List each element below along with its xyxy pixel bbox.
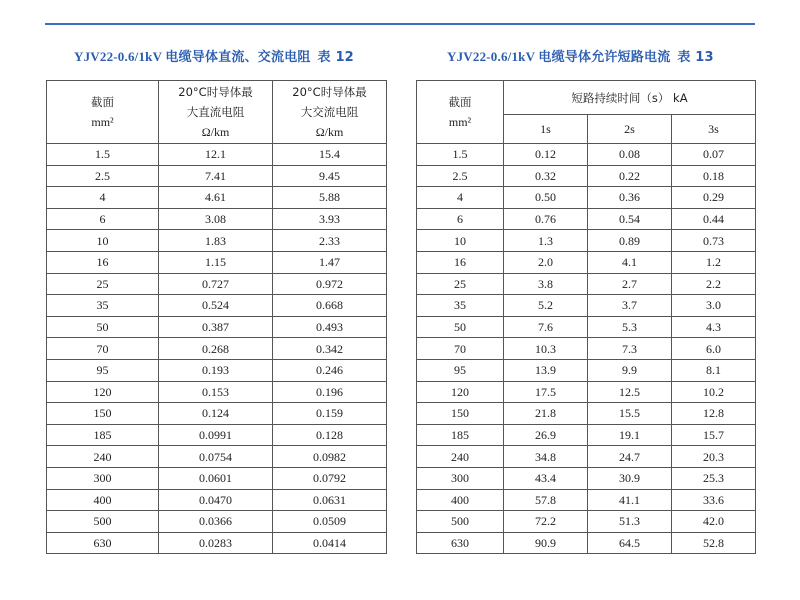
ac-resistance-cell: 0.972 bbox=[273, 273, 387, 295]
table-row bbox=[47, 446, 387, 468]
table-row bbox=[417, 187, 756, 209]
current-3s-cell: 0.73 bbox=[672, 230, 756, 252]
table-row bbox=[47, 316, 387, 338]
col-2s-header: 2s bbox=[588, 115, 672, 144]
current-1s-cell: 0.76 bbox=[504, 208, 588, 230]
table-row bbox=[417, 403, 756, 425]
dc-resistance-cell: 12.1 bbox=[159, 144, 273, 166]
current-3s-cell: 0.29 bbox=[672, 187, 756, 209]
dc-resistance-cell: 7.41 bbox=[159, 165, 273, 187]
ac-resistance-cell: 0.0509 bbox=[273, 511, 387, 533]
table-row bbox=[47, 187, 387, 209]
resistance-table bbox=[46, 80, 387, 554]
ac-resistance-cell: 0.0792 bbox=[273, 467, 387, 489]
ac-header-line2: 大交流电阻 bbox=[300, 105, 359, 119]
table12-title-label: 表 12 bbox=[317, 50, 354, 65]
area-cell: 50 bbox=[47, 316, 159, 338]
dc-header-line1: 20°C时导体最 bbox=[178, 85, 253, 99]
table-row bbox=[47, 511, 387, 533]
ac-resistance-cell: 15.4 bbox=[273, 144, 387, 166]
area-cell: 2.5 bbox=[47, 165, 159, 187]
area-cell: 4 bbox=[47, 187, 159, 209]
current-3s-cell: 10.2 bbox=[672, 381, 756, 403]
area-cell: 35 bbox=[47, 295, 159, 317]
area-cell: 185 bbox=[47, 424, 159, 446]
area-header-unit: mm² bbox=[91, 115, 114, 129]
dc-resistance-cell: 0.387 bbox=[159, 316, 273, 338]
table-row bbox=[417, 165, 756, 187]
current-1s-cell: 0.50 bbox=[504, 187, 588, 209]
table-row bbox=[47, 424, 387, 446]
table-row bbox=[47, 208, 387, 230]
ac-resistance-cell: 5.88 bbox=[273, 187, 387, 209]
area-cell: 120 bbox=[47, 381, 159, 403]
dc-header-line2: 大直流电阻 bbox=[186, 105, 245, 119]
table13-title-cn: 电缆导体允许短路电流 bbox=[538, 50, 671, 65]
current-1s-cell: 57.8 bbox=[504, 489, 588, 511]
dc-resistance-cell: 0.0283 bbox=[159, 532, 273, 554]
current-1s-cell: 72.2 bbox=[504, 511, 588, 533]
area-cell: 1.5 bbox=[47, 144, 159, 166]
table-row bbox=[47, 359, 387, 381]
current-1s-cell: 3.8 bbox=[504, 273, 588, 295]
current-3s-cell: 4.3 bbox=[672, 316, 756, 338]
dc-resistance-cell: 0.524 bbox=[159, 295, 273, 317]
short-circuit-table bbox=[416, 80, 756, 554]
duration-group-header bbox=[504, 81, 756, 115]
current-3s-cell: 3.0 bbox=[672, 295, 756, 317]
table-row bbox=[417, 230, 756, 252]
table12-title-en: YJV22-0.6/1kV bbox=[74, 49, 162, 64]
area-header bbox=[47, 81, 159, 144]
dc-resistance-cell: 0.153 bbox=[159, 381, 273, 403]
ac-resistance-cell: 0.0414 bbox=[273, 532, 387, 554]
area-header-label: 截面 bbox=[91, 95, 114, 109]
table-row bbox=[47, 144, 387, 166]
area-cell: 120 bbox=[417, 381, 504, 403]
area-cell: 95 bbox=[47, 359, 159, 381]
table-row bbox=[417, 338, 756, 360]
current-2s-cell: 4.1 bbox=[588, 251, 672, 273]
current-1s-cell: 0.12 bbox=[504, 144, 588, 166]
ac-resistance-cell: 0.128 bbox=[273, 424, 387, 446]
current-2s-cell: 0.36 bbox=[588, 187, 672, 209]
area-cell: 400 bbox=[417, 489, 504, 511]
area-header-unit: mm² bbox=[448, 115, 472, 129]
current-3s-cell: 0.18 bbox=[672, 165, 756, 187]
area-cell: 35 bbox=[417, 295, 504, 317]
dc-resistance-cell: 4.61 bbox=[159, 187, 273, 209]
ac-resistance-cell: 1.47 bbox=[273, 251, 387, 273]
table12-title-cn: 电缆导体直流、交流电阻 bbox=[165, 50, 311, 65]
area-cell: 240 bbox=[47, 446, 159, 468]
table-row bbox=[47, 403, 387, 425]
area-cell: 500 bbox=[47, 511, 159, 533]
current-3s-cell: 15.7 bbox=[672, 424, 756, 446]
table13-title-label: 表 13 bbox=[677, 50, 714, 65]
area-cell: 70 bbox=[417, 338, 504, 360]
current-2s-cell: 64.5 bbox=[588, 532, 672, 554]
area-cell: 630 bbox=[47, 532, 159, 554]
area-cell: 50 bbox=[417, 316, 504, 338]
dc-resistance-cell: 1.83 bbox=[159, 230, 273, 252]
table-row bbox=[47, 230, 387, 252]
area-header bbox=[417, 81, 504, 144]
table-row bbox=[417, 424, 756, 446]
current-2s-cell: 0.22 bbox=[588, 165, 672, 187]
area-cell: 16 bbox=[417, 251, 504, 273]
area-cell: 25 bbox=[417, 273, 504, 295]
current-2s-cell: 24.7 bbox=[588, 446, 672, 468]
current-2s-cell: 2.7 bbox=[588, 273, 672, 295]
current-1s-cell: 26.9 bbox=[504, 424, 588, 446]
area-cell: 240 bbox=[417, 446, 504, 468]
current-3s-cell: 25.3 bbox=[672, 467, 756, 489]
area-cell: 95 bbox=[417, 359, 504, 381]
area-cell: 10 bbox=[417, 230, 504, 252]
ac-resistance-header bbox=[273, 81, 387, 144]
area-cell: 25 bbox=[47, 273, 159, 295]
current-3s-cell: 0.07 bbox=[672, 144, 756, 166]
table-row bbox=[417, 381, 756, 403]
area-cell: 6 bbox=[417, 208, 504, 230]
area-cell: 70 bbox=[47, 338, 159, 360]
ac-resistance-cell: 0.493 bbox=[273, 316, 387, 338]
dc-resistance-cell: 0.727 bbox=[159, 273, 273, 295]
dc-header-unit: Ω/km bbox=[201, 125, 230, 139]
area-cell: 10 bbox=[47, 230, 159, 252]
current-3s-cell: 33.6 bbox=[672, 489, 756, 511]
ac-resistance-cell: 0.196 bbox=[273, 381, 387, 403]
dc-resistance-cell: 3.08 bbox=[159, 208, 273, 230]
ac-resistance-cell: 9.45 bbox=[273, 165, 387, 187]
ac-header-line1: 20°C时导体最 bbox=[292, 85, 367, 99]
current-3s-cell: 2.2 bbox=[672, 273, 756, 295]
area-cell: 2.5 bbox=[417, 165, 504, 187]
current-1s-cell: 17.5 bbox=[504, 381, 588, 403]
dc-resistance-cell: 0.0754 bbox=[159, 446, 273, 468]
table-row bbox=[47, 251, 387, 273]
ac-resistance-cell: 3.93 bbox=[273, 208, 387, 230]
ac-resistance-cell: 0.0631 bbox=[273, 489, 387, 511]
table-row bbox=[417, 316, 756, 338]
area-header-label: 截面 bbox=[448, 95, 472, 109]
table-row bbox=[417, 208, 756, 230]
area-cell: 150 bbox=[47, 403, 159, 425]
current-2s-cell: 5.3 bbox=[588, 316, 672, 338]
duration-group-label: 短路持续时间（s） kA bbox=[571, 90, 688, 105]
dc-resistance-cell: 0.0991 bbox=[159, 424, 273, 446]
current-1s-cell: 13.9 bbox=[504, 359, 588, 381]
resistance-table-body bbox=[47, 144, 387, 554]
table13-title-en: YJV22-0.6/1kV bbox=[447, 49, 535, 64]
ac-resistance-cell: 0.668 bbox=[273, 295, 387, 317]
current-1s-cell: 1.3 bbox=[504, 230, 588, 252]
ac-resistance-cell: 0.0982 bbox=[273, 446, 387, 468]
current-2s-cell: 19.1 bbox=[588, 424, 672, 446]
table13-title bbox=[447, 46, 714, 65]
table-row bbox=[417, 511, 756, 533]
table-row bbox=[47, 381, 387, 403]
current-2s-cell: 41.1 bbox=[588, 489, 672, 511]
dc-resistance-cell: 0.268 bbox=[159, 338, 273, 360]
current-3s-cell: 6.0 bbox=[672, 338, 756, 360]
area-cell: 500 bbox=[417, 511, 504, 533]
area-cell: 300 bbox=[417, 467, 504, 489]
area-cell: 4 bbox=[417, 187, 504, 209]
dc-resistance-header bbox=[159, 81, 273, 144]
ac-resistance-cell: 0.246 bbox=[273, 359, 387, 381]
current-3s-cell: 8.1 bbox=[672, 359, 756, 381]
area-cell: 16 bbox=[47, 251, 159, 273]
table-row bbox=[417, 446, 756, 468]
current-2s-cell: 7.3 bbox=[588, 338, 672, 360]
current-1s-cell: 0.32 bbox=[504, 165, 588, 187]
current-3s-cell: 0.44 bbox=[672, 208, 756, 230]
area-cell: 630 bbox=[417, 532, 504, 554]
table-row bbox=[47, 532, 387, 554]
current-1s-cell: 43.4 bbox=[504, 467, 588, 489]
table-row bbox=[417, 532, 756, 554]
current-2s-cell: 0.08 bbox=[588, 144, 672, 166]
table-row bbox=[417, 359, 756, 381]
table12-title bbox=[74, 46, 354, 65]
current-1s-cell: 2.0 bbox=[504, 251, 588, 273]
current-3s-cell: 52.8 bbox=[672, 532, 756, 554]
dc-resistance-cell: 0.0601 bbox=[159, 467, 273, 489]
ac-resistance-cell: 0.342 bbox=[273, 338, 387, 360]
ac-header-unit: Ω/km bbox=[315, 125, 344, 139]
area-cell: 185 bbox=[417, 424, 504, 446]
current-2s-cell: 51.3 bbox=[588, 511, 672, 533]
current-1s-cell: 21.8 bbox=[504, 403, 588, 425]
current-2s-cell: 0.54 bbox=[588, 208, 672, 230]
table-row bbox=[47, 273, 387, 295]
ac-resistance-cell: 0.159 bbox=[273, 403, 387, 425]
table-row bbox=[417, 295, 756, 317]
table-row bbox=[417, 273, 756, 295]
current-2s-cell: 9.9 bbox=[588, 359, 672, 381]
table-row bbox=[417, 251, 756, 273]
table-row bbox=[47, 338, 387, 360]
area-cell: 400 bbox=[47, 489, 159, 511]
current-3s-cell: 42.0 bbox=[672, 511, 756, 533]
dc-resistance-cell: 0.0470 bbox=[159, 489, 273, 511]
current-1s-cell: 90.9 bbox=[504, 532, 588, 554]
current-2s-cell: 30.9 bbox=[588, 467, 672, 489]
table-row bbox=[47, 295, 387, 317]
current-1s-cell: 5.2 bbox=[504, 295, 588, 317]
area-cell: 150 bbox=[417, 403, 504, 425]
table-row bbox=[417, 489, 756, 511]
current-3s-cell: 20.3 bbox=[672, 446, 756, 468]
current-1s-cell: 7.6 bbox=[504, 316, 588, 338]
current-2s-cell: 15.5 bbox=[588, 403, 672, 425]
top-divider bbox=[45, 23, 755, 25]
current-2s-cell: 3.7 bbox=[588, 295, 672, 317]
dc-resistance-cell: 0.124 bbox=[159, 403, 273, 425]
table-row bbox=[417, 467, 756, 489]
short-circuit-table-body bbox=[417, 144, 756, 554]
area-cell: 300 bbox=[47, 467, 159, 489]
current-3s-cell: 12.8 bbox=[672, 403, 756, 425]
area-cell: 6 bbox=[47, 208, 159, 230]
dc-resistance-cell: 1.15 bbox=[159, 251, 273, 273]
current-2s-cell: 0.89 bbox=[588, 230, 672, 252]
table-row bbox=[47, 467, 387, 489]
col-3s-header: 3s bbox=[672, 115, 756, 144]
table-row bbox=[417, 144, 756, 166]
table-row bbox=[47, 165, 387, 187]
col-1s-header: 1s bbox=[504, 115, 588, 144]
current-1s-cell: 10.3 bbox=[504, 338, 588, 360]
dc-resistance-cell: 0.193 bbox=[159, 359, 273, 381]
current-2s-cell: 12.5 bbox=[588, 381, 672, 403]
ac-resistance-cell: 2.33 bbox=[273, 230, 387, 252]
current-1s-cell: 34.8 bbox=[504, 446, 588, 468]
dc-resistance-cell: 0.0366 bbox=[159, 511, 273, 533]
area-cell: 1.5 bbox=[417, 144, 504, 166]
current-3s-cell: 1.2 bbox=[672, 251, 756, 273]
table-row bbox=[47, 489, 387, 511]
